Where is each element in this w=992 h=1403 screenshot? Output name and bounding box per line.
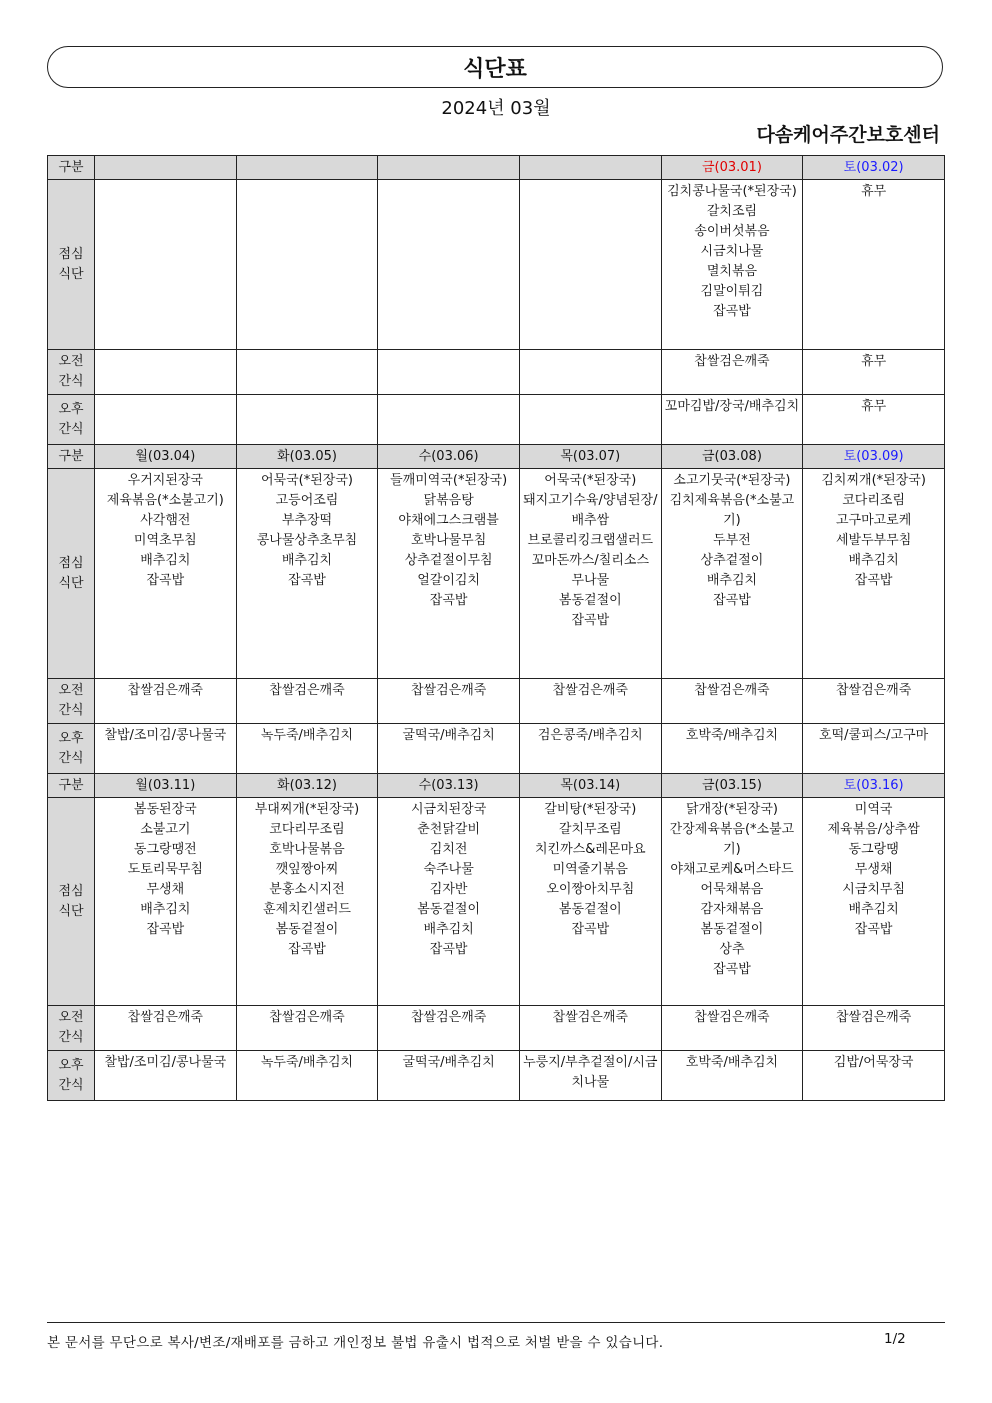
pm-snack-label-text: 간식 <box>58 421 84 437</box>
menu-item: 어묵국(*된장국) <box>544 473 637 488</box>
lunch-cell <box>378 180 520 350</box>
menu-item: 찹쌀검은깨죽 <box>127 1010 203 1025</box>
am-snack-label-text: 간식 <box>58 374 84 389</box>
pm-snack-cell <box>378 395 520 445</box>
lunch-cell <box>95 180 237 350</box>
menu-item: 갈치무조림 <box>558 822 622 837</box>
pm-snack-cell <box>803 1051 945 1101</box>
lunch-cell <box>803 180 945 350</box>
lunch-label <box>48 798 95 1006</box>
menu-item: 봄동겉절이 <box>700 922 764 937</box>
menu-item: 미역줄기볶음 <box>552 862 628 877</box>
menu-item: 분홍소시지전 <box>269 882 345 897</box>
lunch-row <box>48 469 945 679</box>
menu-item: 잡곡밥 <box>571 922 610 937</box>
menu-item: 호박나물무침 <box>410 533 487 548</box>
lunch-label <box>48 469 95 679</box>
week-header-row <box>48 445 945 469</box>
lunch-cell <box>519 180 661 350</box>
pm-snack-label-text: 오후 <box>58 1057 84 1073</box>
menu-item: 찹쌀검은깨죽 <box>552 1010 628 1025</box>
menu-item: 찹쌀검은깨죽 <box>269 1010 345 1025</box>
pm-snack-cell <box>519 724 661 774</box>
menu-item: 브로콜리킹크랩샐러드 <box>527 533 654 548</box>
pm-snack-label-text: 간식 <box>58 1077 84 1093</box>
menu-item: 동그랑땡 <box>848 842 899 857</box>
am-snack-cell <box>661 1006 803 1051</box>
menu-item: 봄동겉절이 <box>275 922 339 937</box>
menu-item: 미역초무침 <box>133 533 197 548</box>
day-header <box>236 156 378 180</box>
day-header: 화(03.12) <box>236 774 378 798</box>
menu-item: 동그랑땡전 <box>133 842 197 857</box>
menu-item: 배추김치 <box>848 902 899 917</box>
menu-item: 야채에그스크램블 <box>398 513 499 528</box>
week-header-row <box>48 156 945 180</box>
menu-item: 숙주나물 <box>423 862 474 877</box>
am-snack-cell <box>95 1006 237 1051</box>
menu-item: 봄동겉절이 <box>558 593 622 608</box>
am-snack-label <box>48 679 95 724</box>
menu-item: 김밥/어묵장국 <box>833 1055 914 1070</box>
menu-item: 시금치된장국 <box>410 802 487 817</box>
menu-item: 휴무 <box>861 399 887 414</box>
pm-snack-cell <box>95 724 237 774</box>
menu-item: 잡곡밥 <box>146 922 185 937</box>
menu-item: 세발두부무침 <box>835 533 912 548</box>
menu-item: 찹쌀검은깨죽 <box>694 683 770 698</box>
footer-divider <box>47 1322 945 1323</box>
menu-item: 미역국 <box>854 802 893 817</box>
day-header: 토(03.16) <box>803 774 945 798</box>
menu-item: 찹쌀검은깨죽 <box>410 1010 487 1025</box>
day-header: 목(03.14) <box>519 774 661 798</box>
lunch-label-text: 식단 <box>58 575 84 591</box>
menu-item: 호떡/쿨피스/고구마 <box>819 728 929 743</box>
lunch-cell <box>519 469 661 679</box>
day-header: 토(03.02) <box>803 156 945 180</box>
am-snack-cell <box>803 1006 945 1051</box>
menu-item: 고등어조림 <box>275 493 339 508</box>
menu-item: 김치제육볶음(*소불고기) <box>669 493 795 528</box>
menu-item: 무생채 <box>146 882 185 897</box>
pm-snack-cell <box>236 724 378 774</box>
day-header: 수(03.13) <box>378 774 520 798</box>
pm-snack-cell <box>236 395 378 445</box>
menu-item: 꼬마돈까스/칠리소스 <box>531 553 649 568</box>
pm-snack-cell <box>661 1051 803 1101</box>
am-snack-cell <box>803 350 945 395</box>
pm-snack-row <box>48 1051 945 1101</box>
menu-item: 배추김치 <box>140 553 191 568</box>
menu-item: 사각햄전 <box>140 513 191 528</box>
menu-item: 깻잎짱아찌 <box>275 862 339 877</box>
am-snack-label-text: 간식 <box>58 703 84 718</box>
pm-snack-label-text: 오후 <box>58 401 84 417</box>
menu-item: 잡곡밥 <box>288 942 326 957</box>
lunch-cell <box>803 798 945 1006</box>
menu-item: 김자반 <box>429 882 468 897</box>
menu-item: 닭개장(*된장국) <box>685 802 778 817</box>
menu-item: 잡곡밥 <box>854 922 893 937</box>
menu-item: 소불고기 <box>140 822 191 837</box>
title-text: 식단표 <box>463 56 527 82</box>
menu-item: 훈제치킨샐러드 <box>263 902 351 917</box>
footer-notice: 본 문서를 무단으로 복사/변조/재배포를 금하고 개인정보 불법 유출시 법적으로 처벌 받을 수 있습니다. <box>47 1335 664 1351</box>
menu-item: 고구마고로케 <box>835 513 912 528</box>
menu-item: 휴무 <box>861 354 887 369</box>
menu-item: 잡곡밥 <box>288 573 326 588</box>
menu-item: 상추 <box>719 942 745 957</box>
menu-item: 멸치볶음 <box>706 264 758 279</box>
page-number: 1/2 <box>884 1331 906 1347</box>
menu-item: 상추겉절이 <box>700 553 764 568</box>
am-snack-row <box>48 679 945 724</box>
menu-item: 찹쌀검은깨죽 <box>552 683 628 698</box>
am-snack-row <box>48 1006 945 1051</box>
menu-item: 잡곡밥 <box>854 573 893 588</box>
am-snack-cell <box>95 350 237 395</box>
pm-snack-cell <box>661 395 803 445</box>
menu-item: 돼지고기수육/양념된장/배추쌈 <box>523 493 658 528</box>
lunch-cell <box>236 798 378 1006</box>
pm-snack-label-text: 오후 <box>58 730 84 746</box>
day-header: 월(03.04) <box>95 445 237 469</box>
menu-item: 찹쌀검은깨죽 <box>410 683 487 698</box>
day-header: 월(03.11) <box>95 774 237 798</box>
am-snack-cell <box>803 679 945 724</box>
lunch-label-text: 점심 <box>58 246 84 262</box>
menu-item: 찰밥/조미김/콩나물국 <box>104 728 227 743</box>
menu-item: 소고기뭇국(*된장국) <box>673 473 791 488</box>
menu-item: 잡곡밥 <box>713 304 751 319</box>
menu-item: 코다리조림 <box>842 493 906 508</box>
lunch-label-text: 식단 <box>58 903 84 919</box>
menu-item: 찰밥/조미김/콩나물국 <box>104 1055 227 1070</box>
menu-item: 제육볶음(*소불고기) <box>106 493 224 508</box>
menu-item: 간장제육볶음(*소불고기) <box>669 822 795 857</box>
am-snack-label-text: 오전 <box>58 683 84 698</box>
pm-snack-cell <box>519 1051 661 1101</box>
menu-item: 봄동된장국 <box>133 802 197 817</box>
am-snack-cell <box>378 1006 520 1051</box>
pm-snack-cell <box>95 395 237 445</box>
menu-item: 어묵국(*된장국) <box>260 473 353 488</box>
lunch-cell <box>236 469 378 679</box>
category-label: 구분 <box>48 156 95 180</box>
menu-item: 잡곡밥 <box>429 942 468 957</box>
menu-item: 갈치조림 <box>706 204 758 219</box>
menu-item: 호박죽/배추김치 <box>685 728 779 743</box>
menu-item: 휴무 <box>861 184 887 199</box>
lunch-label <box>48 180 95 350</box>
menu-item: 송이버섯볶음 <box>694 224 770 239</box>
menu-table <box>47 155 945 1101</box>
menu-item: 닭볶음탕 <box>423 493 474 508</box>
menu-item: 굴떡국/배추김치 <box>402 728 495 743</box>
menu-item: 잡곡밥 <box>429 593 468 608</box>
menu-item: 찹쌀검은깨죽 <box>127 683 203 698</box>
menu-item: 잡곡밥 <box>146 573 185 588</box>
am-snack-cell <box>661 679 803 724</box>
am-snack-cell <box>519 1006 661 1051</box>
am-snack-cell <box>95 679 237 724</box>
menu-item: 갈비탕(*된장국) <box>544 802 637 817</box>
menu-item: 제육볶음/상추쌈 <box>827 822 920 837</box>
am-snack-label <box>48 1006 95 1051</box>
pm-snack-cell <box>661 724 803 774</box>
am-snack-label <box>48 350 95 395</box>
pm-snack-cell <box>236 1051 378 1101</box>
lunch-label-text: 점심 <box>58 555 84 571</box>
pm-snack-label <box>48 395 95 445</box>
menu-item: 호박죽/배추김치 <box>685 1055 779 1070</box>
menu-item: 봄동겉절이 <box>558 902 622 917</box>
am-snack-row <box>48 350 945 395</box>
menu-item: 호박나물볶음 <box>269 842 345 857</box>
center-name: 다솜케어주간보호센터 <box>756 124 940 146</box>
day-header: 금(03.01) <box>661 156 803 180</box>
menu-item: 김치찌개(*된장국) <box>821 473 926 488</box>
day-header <box>378 156 520 180</box>
lunch-cell <box>95 469 237 679</box>
menu-item: 춘천닭갈비 <box>417 822 481 837</box>
lunch-cell <box>378 469 520 679</box>
lunch-cell <box>519 798 661 1006</box>
pm-snack-row <box>48 724 945 774</box>
menu-item: 배추김치 <box>848 553 899 568</box>
menu-item: 오이짱아치무침 <box>546 882 635 897</box>
menu-item: 부대찌개(*된장국) <box>254 802 360 817</box>
day-header: 금(03.15) <box>661 774 803 798</box>
pm-snack-cell <box>803 724 945 774</box>
menu-item: 상추겉절이무침 <box>404 553 493 568</box>
menu-item: 잡곡밥 <box>571 613 610 628</box>
menu-item: 시금치나물 <box>700 244 764 259</box>
am-snack-label-text: 오전 <box>58 354 84 369</box>
category-label: 구분 <box>48 445 95 469</box>
lunch-cell <box>661 798 803 1006</box>
menu-item: 콩나물상추초무침 <box>256 533 358 548</box>
menu-item: 코다리무조림 <box>269 822 345 837</box>
menu-item: 무나물 <box>571 573 610 588</box>
pm-snack-row <box>48 395 945 445</box>
pm-snack-cell <box>378 724 520 774</box>
menu-item: 야채고로케&머스타드 <box>670 862 794 877</box>
am-snack-cell <box>378 679 520 724</box>
menu-item: 찹쌀검은깨죽 <box>835 1010 912 1025</box>
lunch-cell <box>378 798 520 1006</box>
lunch-row <box>48 180 945 350</box>
menu-item: 도토리묵무침 <box>127 862 203 877</box>
menu-item: 배추김치 <box>706 573 758 588</box>
am-snack-cell <box>519 679 661 724</box>
menu-item: 배추김치 <box>423 922 474 937</box>
am-snack-label-text: 오전 <box>58 1010 84 1025</box>
day-header: 금(03.08) <box>661 445 803 469</box>
week-header-row <box>48 774 945 798</box>
menu-item: 시금치무침 <box>842 882 906 897</box>
lunch-cell <box>661 469 803 679</box>
month-subtitle: 2024년 03월 <box>441 98 551 119</box>
day-header <box>95 156 237 180</box>
menu-item: 김치콩나물국(*된장국) <box>667 184 797 199</box>
menu-item: 김치전 <box>429 842 468 857</box>
menu-item: 무생채 <box>854 862 893 877</box>
menu-item: 녹두죽/배추김치 <box>260 728 354 743</box>
page-title <box>47 46 943 88</box>
am-snack-cell <box>236 1006 378 1051</box>
lunch-cell <box>661 180 803 350</box>
menu-item: 배추김치 <box>140 902 191 917</box>
menu-item: 잡곡밥 <box>713 962 751 977</box>
day-header: 수(03.06) <box>378 445 520 469</box>
lunch-label-text: 식단 <box>58 266 84 282</box>
am-snack-cell <box>378 350 520 395</box>
pm-snack-cell <box>803 395 945 445</box>
menu-item: 우거지된장국 <box>127 473 203 488</box>
day-header <box>519 156 661 180</box>
menu-item: 얼갈이김치 <box>417 573 481 588</box>
pm-snack-cell <box>519 395 661 445</box>
pm-snack-cell <box>95 1051 237 1101</box>
menu-item: 꼬마김밥/장국/배추김치 <box>664 399 800 414</box>
pm-snack-cell <box>378 1051 520 1101</box>
pm-snack-label <box>48 724 95 774</box>
menu-item: 감자채볶음 <box>700 902 764 917</box>
menu-item: 찹쌀검은깨죽 <box>269 683 345 698</box>
am-snack-cell <box>236 350 378 395</box>
menu-item: 배추김치 <box>281 553 333 568</box>
am-snack-cell <box>236 679 378 724</box>
menu-item: 찹쌀검은깨죽 <box>694 354 770 369</box>
menu-item: 치킨까스&레몬마요 <box>534 842 646 857</box>
lunch-row <box>48 798 945 1006</box>
menu-item: 녹두죽/배추김치 <box>260 1055 354 1070</box>
day-header: 목(03.07) <box>519 445 661 469</box>
pm-snack-label <box>48 1051 95 1101</box>
menu-item: 검은콩죽/배추김치 <box>537 728 643 743</box>
lunch-label-text: 점심 <box>58 883 84 899</box>
category-label: 구분 <box>48 774 95 798</box>
am-snack-label-text: 간식 <box>58 1030 84 1045</box>
menu-item: 잡곡밥 <box>713 593 751 608</box>
menu-item: 부추장떡 <box>281 513 333 528</box>
menu-item: 두부전 <box>713 533 751 548</box>
lunch-cell <box>803 469 945 679</box>
menu-item: 찹쌀검은깨죽 <box>694 1010 770 1025</box>
menu-item: 굴떡국/배추김치 <box>402 1055 495 1070</box>
day-header: 화(03.05) <box>236 445 378 469</box>
menu-item: 들깨미역국(*된장국) <box>390 473 508 488</box>
menu-item: 어묵채볶음 <box>700 882 764 897</box>
menu-item: 찹쌀검은깨죽 <box>835 683 912 698</box>
pm-snack-label-text: 간식 <box>58 750 84 766</box>
am-snack-cell <box>519 350 661 395</box>
menu-item: 김말이튀김 <box>700 284 764 299</box>
lunch-cell <box>236 180 378 350</box>
day-header: 토(03.09) <box>803 445 945 469</box>
menu-item: 누룽지/부추겉절이/시금치나물 <box>523 1055 658 1090</box>
menu-item: 봄동겉절이 <box>417 902 481 917</box>
am-snack-cell <box>661 350 803 395</box>
lunch-cell <box>95 798 237 1006</box>
